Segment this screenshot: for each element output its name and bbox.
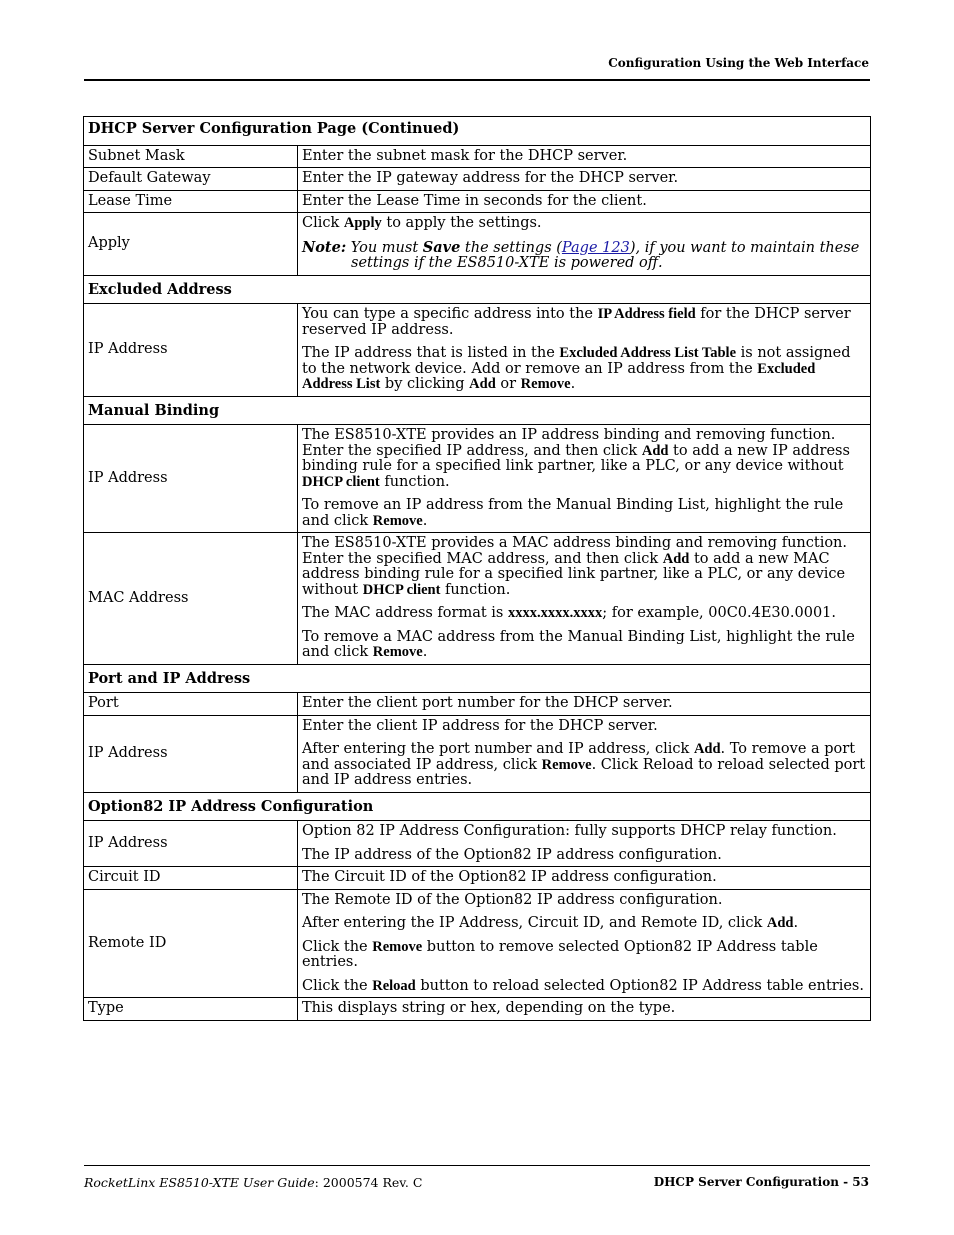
paragraph <box>302 498 866 529</box>
paragraph <box>302 216 866 232</box>
row-label: Type <box>84 998 298 1021</box>
text: After entering the IP Address, Circuit ID, and Remote ID, click <box>302 915 767 931</box>
text: . Click Reload to reload selected port and IP address entries. <box>302 756 866 788</box>
guide-title: RocketLinx ES8510-XTE User Guide <box>84 1175 315 1190</box>
paragraph <box>302 428 866 490</box>
section-row <box>84 396 871 425</box>
text: . To remove a port and associated IP address, click <box>302 741 856 773</box>
row-label: IP Address <box>84 304 298 397</box>
table-row <box>84 304 871 397</box>
paragraph: The Remote ID of the Option82 IP address configuration. <box>302 891 723 908</box>
keyword: DHCP client <box>302 473 380 490</box>
table-row <box>84 533 871 665</box>
keyword: Excluded Address List Table <box>559 345 737 361</box>
row-description: This displays string or hex, depending on the type. <box>298 998 871 1021</box>
row-description: Enter the Lease Time in seconds for the client. <box>298 190 871 213</box>
text: is not assigned to the network device. Add or remove an IP address from the <box>302 345 851 377</box>
text: You must <box>346 239 423 256</box>
table-row <box>84 715 871 792</box>
text: Click the <box>302 938 373 955</box>
keyword: Remove <box>372 512 423 529</box>
row-description <box>298 533 871 665</box>
row-label: Remote ID <box>84 889 298 998</box>
footer-document-title <box>84 1175 422 1190</box>
section-row <box>84 664 871 693</box>
paragraph <box>302 940 866 971</box>
row-label: Default Gateway <box>84 168 298 191</box>
table-row <box>84 693 871 716</box>
keyword: Add <box>766 915 794 931</box>
table-row <box>84 145 871 168</box>
text: . <box>793 915 799 931</box>
paragraph <box>302 916 866 932</box>
text: After entering the port number and IP address, click <box>302 741 694 757</box>
paragraph: Enter the client IP address for the DHCP server. <box>302 717 658 734</box>
row-description <box>298 304 871 397</box>
text: button to remove selected Option82 IP Address table entries. <box>302 938 818 970</box>
row-description <box>298 715 871 792</box>
keyword: Add <box>662 550 690 567</box>
row-label: MAC Address <box>84 533 298 665</box>
keyword: Reload <box>372 977 416 994</box>
text: To remove a MAC address from the Manual Binding List, highlight the rule and click <box>302 628 855 660</box>
keyword: Add <box>469 376 496 392</box>
footer-rule <box>84 1165 870 1166</box>
section-row <box>84 275 871 304</box>
text: to apply the settings. <box>381 215 542 231</box>
text: The ES8510-XTE provides an IP address binding and removing function. Enter the specified IP address, and then click <box>302 427 836 459</box>
keyword: Excluded Address List <box>302 360 816 392</box>
row-label: Apply <box>84 213 298 276</box>
keyword: Save <box>422 238 461 256</box>
text: You can type a specific address into the <box>302 306 598 322</box>
table-row <box>84 998 871 1021</box>
dhcp-config-table <box>83 116 871 1021</box>
row-description <box>298 425 871 533</box>
row-description: Enter the subnet mask for the DHCP server. <box>298 145 871 168</box>
row-label: Port <box>84 693 298 716</box>
table-row <box>84 889 871 998</box>
keyword: Remove <box>520 376 571 392</box>
note <box>302 240 866 272</box>
text: The ES8510-XTE provides a MAC address binding and removing function. Enter the specified MAC address, and then click <box>302 535 848 567</box>
table-row <box>84 425 871 533</box>
table-row <box>84 190 871 213</box>
text: ), if you want to maintain these settings if the ES8510-XTE is powered off. <box>351 239 860 271</box>
text: button to reload selected Option82 IP Address table entries. <box>415 977 864 994</box>
text: . <box>422 644 428 660</box>
keyword: Remove <box>541 756 592 773</box>
text: for the DHCP server reserved IP address. <box>302 306 851 338</box>
section-heading: Port and IP Address <box>84 664 871 693</box>
paragraph <box>302 307 866 338</box>
text: function. <box>379 473 450 490</box>
keyword: Remove <box>372 938 423 955</box>
keyword: DHCP client <box>362 581 441 598</box>
row-description: Enter the client port number for the DHCP server. <box>298 693 871 716</box>
section-row <box>84 792 871 821</box>
text: To remove an IP address from the Manual Binding List, highlight the rule and click <box>302 497 844 529</box>
keyword: Apply <box>343 215 382 231</box>
keyword: xxxx.xxxx.xxxx <box>507 605 603 621</box>
row-label: Subnet Mask <box>84 145 298 168</box>
text: The MAC address format is <box>302 605 508 621</box>
paragraph: Option 82 IP Address Configuration: fully supports DHCP relay function. <box>302 823 837 839</box>
paragraph <box>302 979 866 995</box>
keyword: Remove <box>372 644 423 660</box>
keyword: Add <box>693 741 721 757</box>
row-label: Circuit ID <box>84 867 298 890</box>
text: to add a new IP address binding rule for a specified link partner, like a PLC, or any device without <box>302 442 850 474</box>
text: function. <box>440 581 511 598</box>
row-description: Enter the IP gateway address for the DHCP server. <box>298 168 871 191</box>
text: or <box>495 376 521 392</box>
paragraph: The IP address of the Option82 IP address configuration. <box>302 846 722 863</box>
paragraph <box>302 346 866 393</box>
section-heading: Manual Binding <box>84 396 871 425</box>
row-description <box>298 889 871 998</box>
table-row <box>84 821 871 867</box>
running-header: Configuration Using the Web Interface <box>608 56 869 70</box>
row-label: IP Address <box>84 425 298 533</box>
table-title: DHCP Server Configuration Page (Continued) <box>84 117 871 146</box>
page-link[interactable]: Page 123 <box>561 239 630 256</box>
text: The IP address that is listed in the <box>302 345 560 361</box>
row-label: IP Address <box>84 715 298 792</box>
text: the settings ( <box>460 239 562 256</box>
table-row <box>84 213 871 276</box>
row-description: The Circuit ID of the Option82 IP address configuration. <box>298 867 871 890</box>
paragraph <box>302 606 866 622</box>
text: to add a new MAC address binding rule for a specified link partner, like a PLC, or any device without <box>302 550 846 598</box>
note-label: Note: <box>302 238 347 256</box>
row-description <box>298 821 871 867</box>
paragraph <box>302 536 866 598</box>
paragraph <box>302 630 866 661</box>
text: . <box>422 512 428 529</box>
table-row <box>84 168 871 191</box>
section-heading: Option82 IP Address Configuration <box>84 792 871 821</box>
row-label: IP Address <box>84 821 298 867</box>
keyword: IP Address field <box>597 306 696 322</box>
row-description <box>298 213 871 276</box>
text: by clicking <box>380 376 470 392</box>
text: Click <box>302 215 344 231</box>
text: ; for example, 00C0.4E30.0001. <box>602 605 836 621</box>
row-label: Lease Time <box>84 190 298 213</box>
section-heading: Excluded Address <box>84 275 871 304</box>
keyword: Add <box>641 442 669 459</box>
table-row <box>84 867 871 890</box>
footer-page-label: DHCP Server Configuration - 53 <box>653 1175 869 1189</box>
paragraph <box>302 742 866 789</box>
revision: : 2000574 Rev. C <box>314 1175 423 1190</box>
header-rule <box>84 79 870 81</box>
text: Click the <box>302 977 373 994</box>
text: . <box>570 376 576 392</box>
table-title-row <box>84 117 871 146</box>
